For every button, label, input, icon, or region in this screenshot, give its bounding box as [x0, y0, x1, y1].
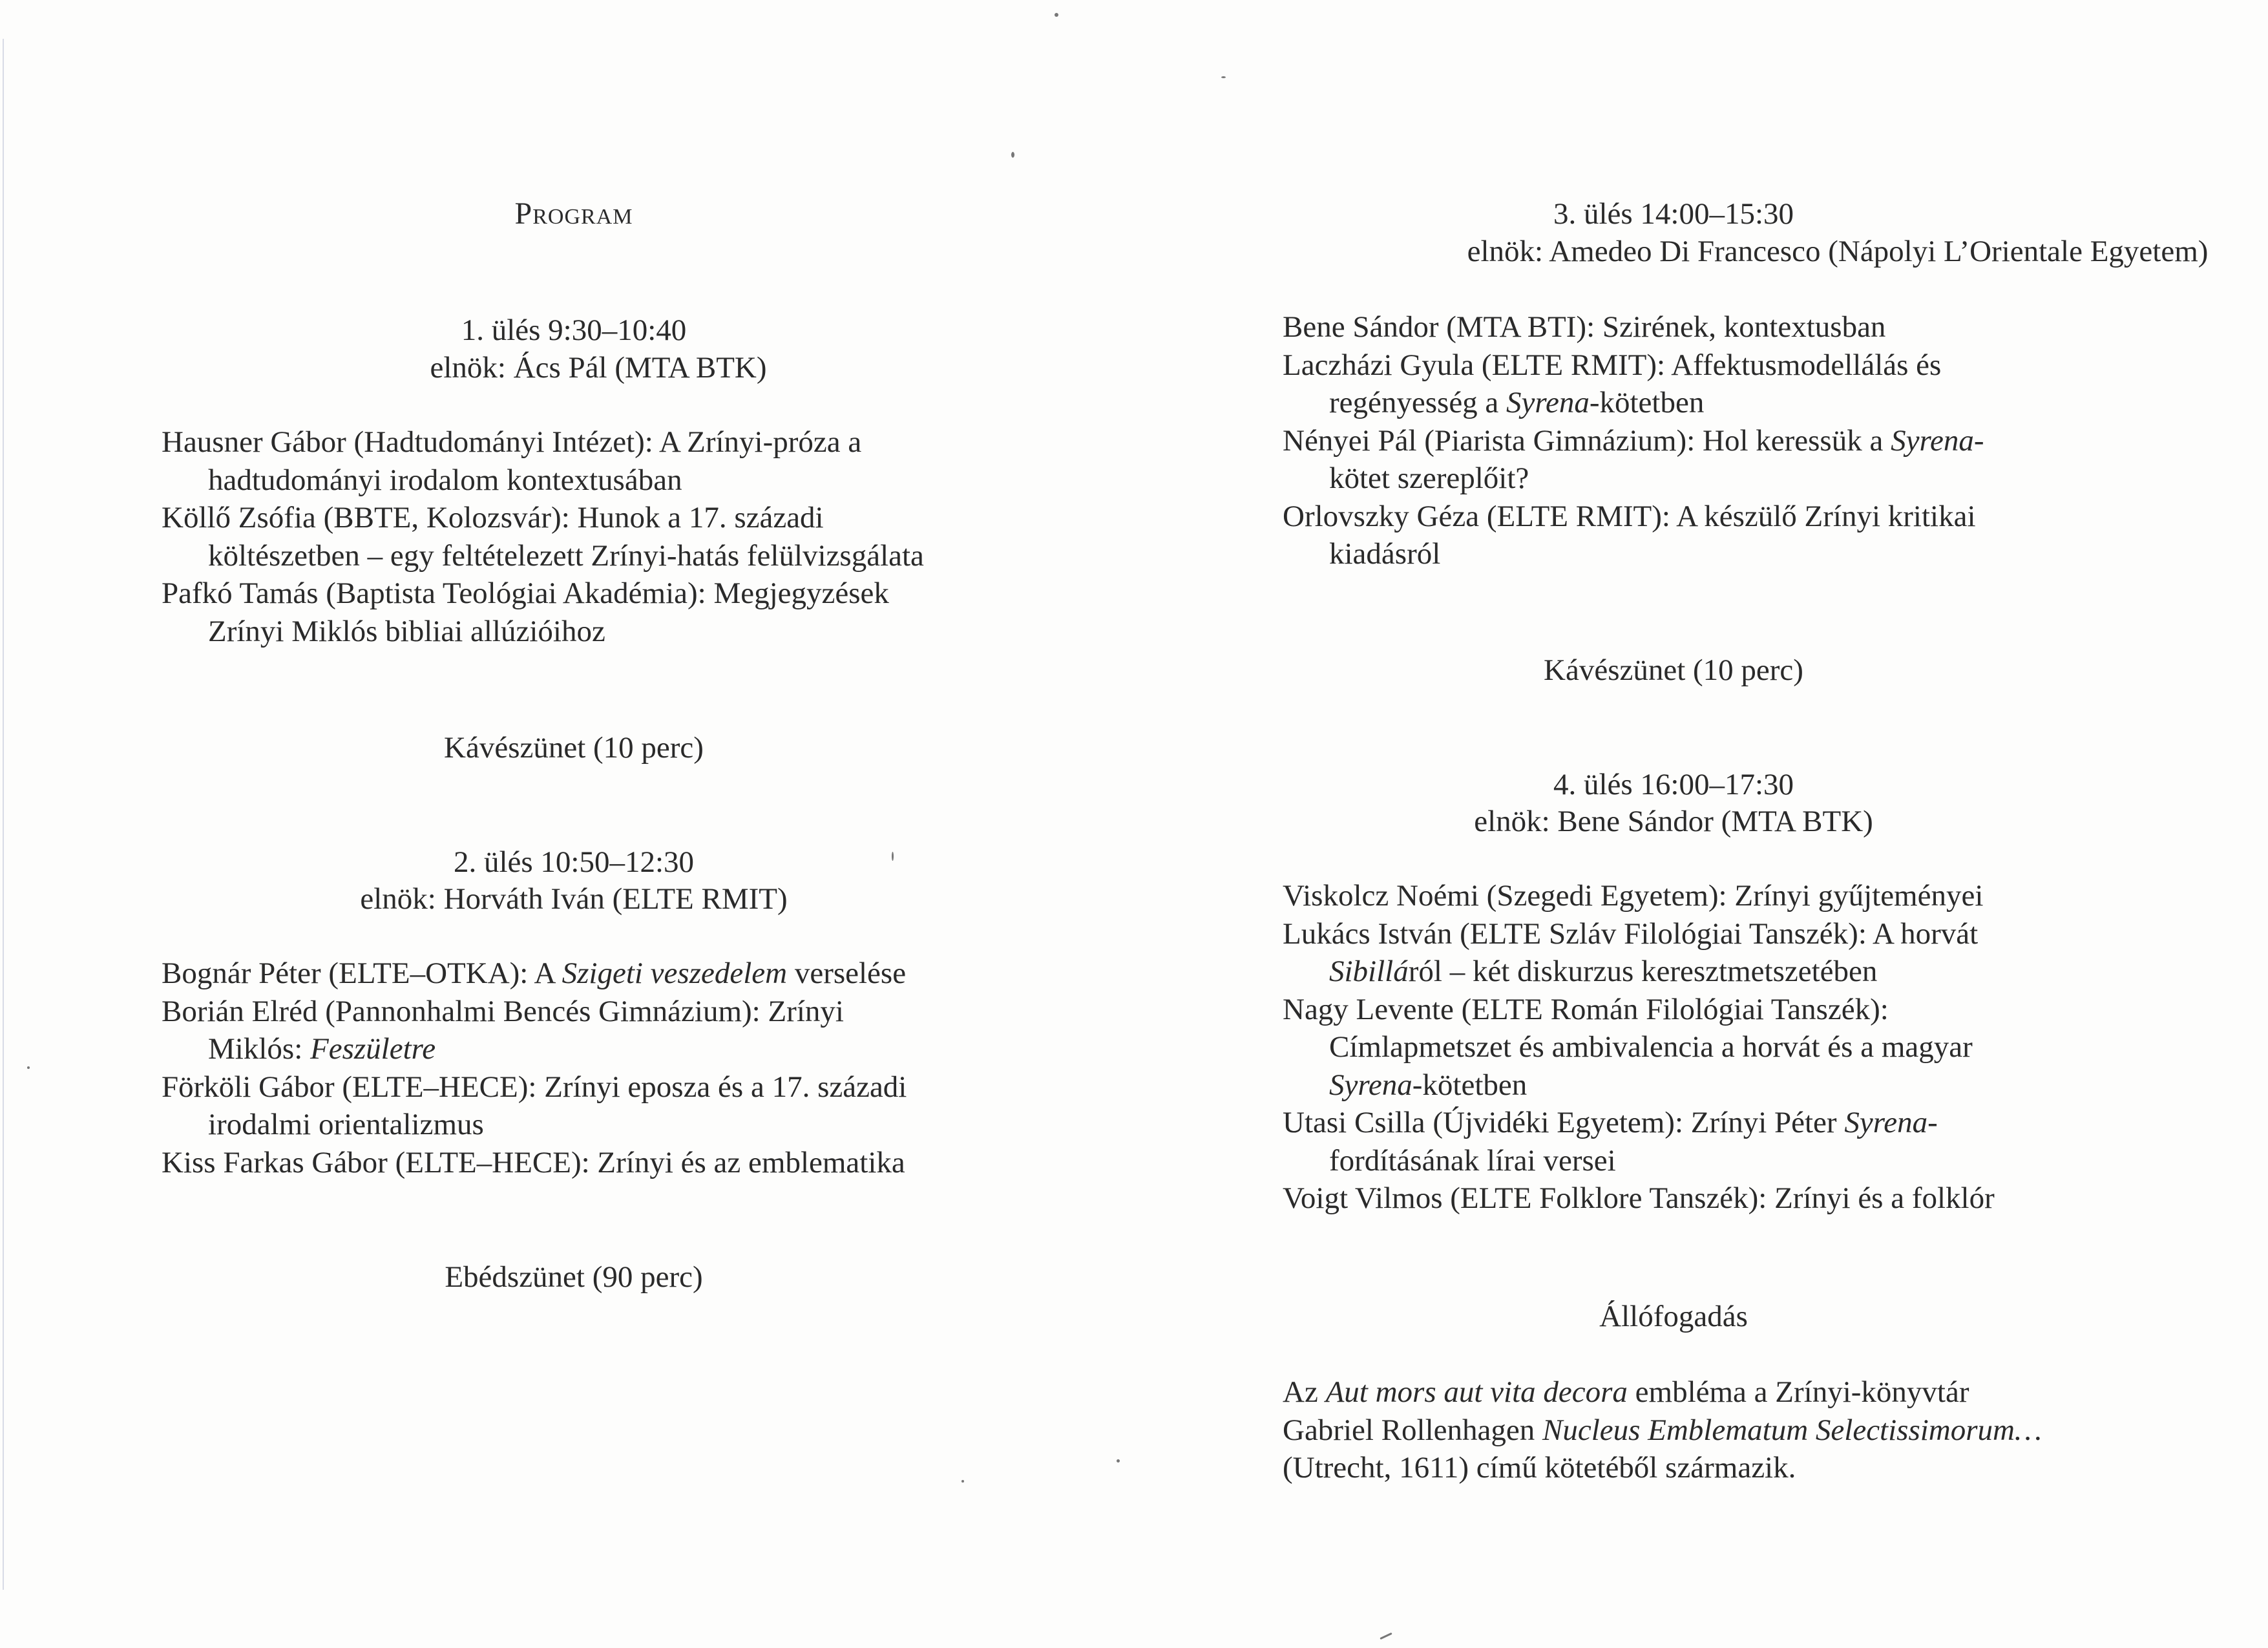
coffee-break-1: Kávészünet (10 perc)	[444, 731, 704, 765]
talk-utasi: Utasi Csilla (Újvidéki Egyetem): Zrínyi Péter Syrena- fordításának lírai versei	[1283, 1106, 1938, 1178]
scan-speck	[892, 852, 894, 861]
session-1-chair: elnök: Ács Pál (MTA BTK)	[430, 351, 767, 385]
scan-speck	[1055, 13, 1058, 17]
session-4-heading: 4. ülés 16:00–17:30	[1553, 768, 1794, 801]
session-2-talks	[162, 955, 907, 1181]
coffee-break-2: Kávészünet (10 perc)	[1544, 653, 1803, 687]
talk-forkoli: Förköli Gábor (ELTE–HECE): Zrínyi eposza és a 17. századi irodalmi orientalizmus	[162, 1070, 907, 1141]
talk-bognar: Bognár Péter (ELTE–OTKA): A Szigeti veszedelem verselése	[162, 956, 907, 990]
emblem-note: Az Aut mors aut vita decora embléma a Zrínyi-könyvtár Gabriel Rollenhagen Nucleus Emblematum Selectissimorum… (Utrecht, 1611) című kötetéből származik.	[1283, 1375, 2042, 1484]
talk-hausner: Hausner Gábor (Hadtudományi Intézet): A Zrínyi-próza a hadtudományi irodalom kontextusában	[162, 425, 862, 497]
lunch-break: Ebédszünet (90 perc)	[445, 1260, 703, 1294]
scan-speck	[1221, 76, 1226, 78]
session-4-talks	[1283, 877, 1995, 1218]
session-1-talks	[162, 423, 924, 650]
talk-bene: Bene Sándor (MTA BTI): Szirének, kontextusban	[1283, 310, 1886, 344]
session-3-heading: 3. ülés 14:00–15:30	[1553, 197, 1794, 231]
talk-viskolcz: Viskolcz Noémi (Szegedi Egyetem): Zrínyi gyűjteményei	[1283, 879, 1984, 913]
talk-voigt: Voigt Vilmos (ELTE Folklore Tanszék): Zrínyi és a folklór	[1283, 1181, 1995, 1215]
talk-kollo: Köllő Zsófia (BBTE, Kolozsvár): Hunok a 17. századi költészetben – egy feltételezett Zrínyi-hatás felülvizsgálata	[162, 501, 924, 573]
session-3-chair: elnök: Amedeo Di Francesco (Nápolyi L’Orientale Egyetem)	[1467, 235, 2209, 268]
right-page	[1134, 0, 2268, 1648]
scan-speck	[961, 1480, 964, 1483]
scan-speck	[1011, 152, 1014, 158]
talk-orlovszky: Orlovszky Géza (ELTE RMIT): A készülő Zrínyi kritikai kiadásról	[1283, 499, 1976, 571]
talk-lukacs: Lukács István (ELTE Szláv Filológiai Tanszék): A horvát Sibilláról – két diskurzus keresztmetszetében	[1283, 916, 1979, 988]
session-3-talks	[1283, 308, 1984, 573]
talk-nenyei: Nényei Pál (Piarista Gimnázium): Hol keressük a Syrena- kötet szereplőit?	[1283, 423, 1984, 495]
talk-pafko: Pafkó Tamás (Baptista Teológiai Akadémia): Megjegyzések Zrínyi Miklós bibliai allúzióihoz	[162, 576, 889, 648]
scan-speck	[27, 1066, 30, 1069]
reception: Állófogadás	[1599, 1300, 1748, 1333]
talk-borian: Borián Elréd (Pannonhalmi Bencés Gimnázium): Zrínyi Miklós: Feszületre	[162, 994, 844, 1066]
session-2-heading: 2. ülés 10:50–12:30	[453, 845, 695, 879]
session-1-heading: 1. ülés 9:30–10:40	[461, 313, 687, 347]
session-2-chair: elnök: Horváth Iván (ELTE RMIT)	[360, 882, 788, 916]
session-4-chair: elnök: Bene Sándor (MTA BTK)	[1474, 805, 1873, 838]
scan-speck	[1117, 1459, 1120, 1463]
talk-kiss: Kiss Farkas Gábor (ELTE–HECE): Zrínyi és az emblematika	[162, 1145, 905, 1179]
talk-laczhazi: Laczházi Gyula (ELTE RMIT): Affektusmodellálás és regényesség a Syrena-kötetben	[1283, 348, 1942, 419]
talk-nagy: Nagy Levente (ELTE Román Filológiai Tanszék): Címlapmetszet és ambivalencia a horvát és a magyar Syrena-kötetben	[1283, 992, 1973, 1102]
program-title: Program	[514, 196, 633, 231]
